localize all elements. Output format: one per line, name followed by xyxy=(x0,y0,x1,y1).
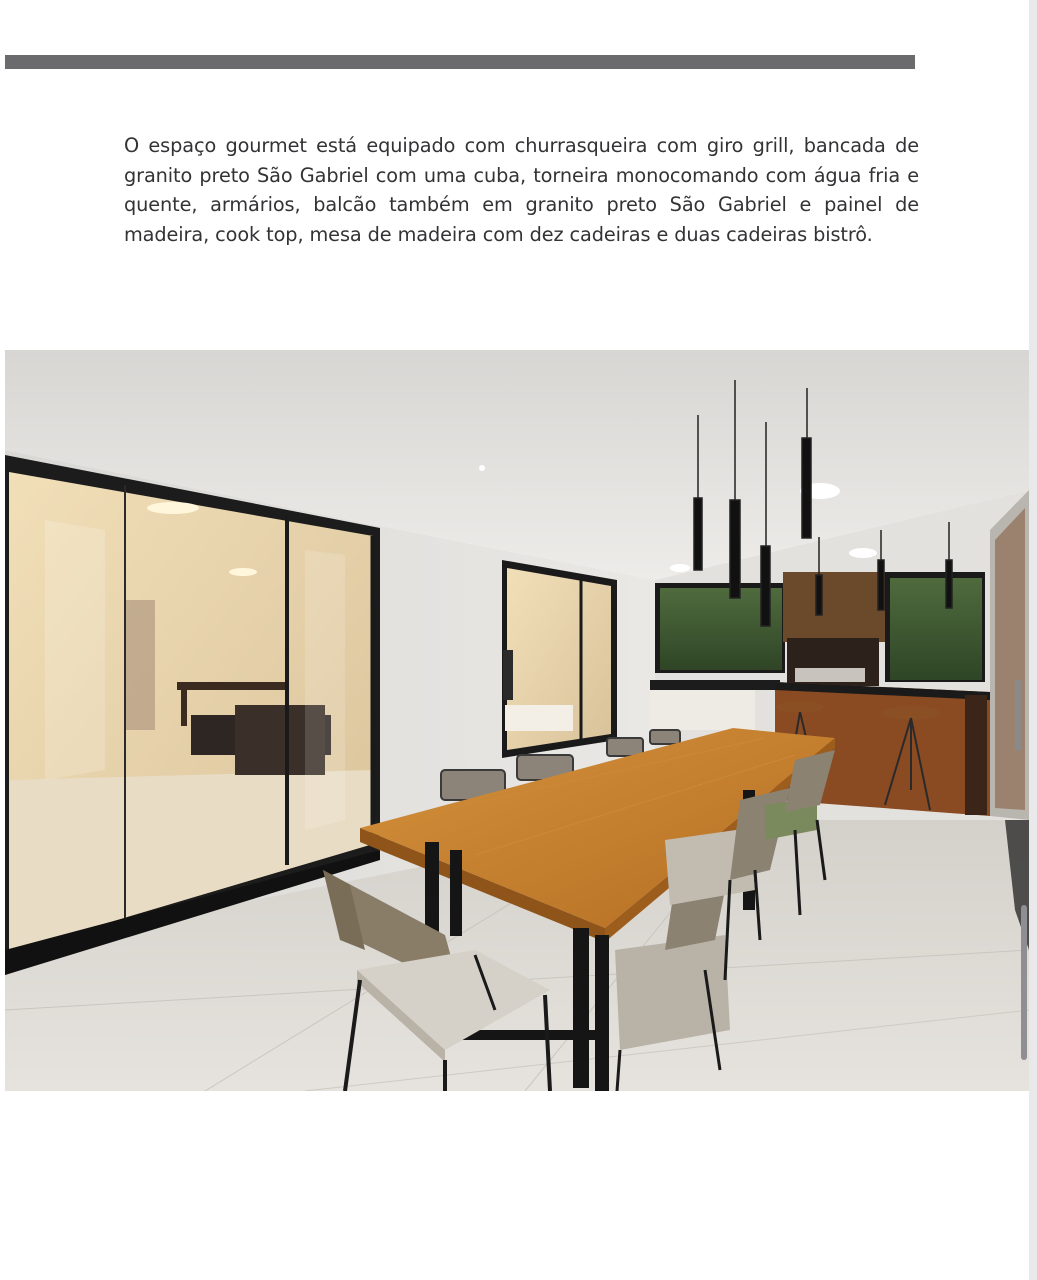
scrollbar-thumb[interactable] xyxy=(1021,905,1027,1060)
gourmet-space-photo xyxy=(5,350,1029,1091)
page-margin xyxy=(1029,0,1037,1280)
description-paragraph: O espaço gourmet está equipado com churrasqueira com giro grill, bancada de granito preto São Gabriel com uma cuba, torneira monocomando com água fria e quente, armários, balcão também em granito preto São Gabriel e painel de madeira, cook top, mesa de madeira com dez cadeiras e duas cadeiras bistrô. xyxy=(124,134,919,246)
header-rule xyxy=(5,55,915,69)
